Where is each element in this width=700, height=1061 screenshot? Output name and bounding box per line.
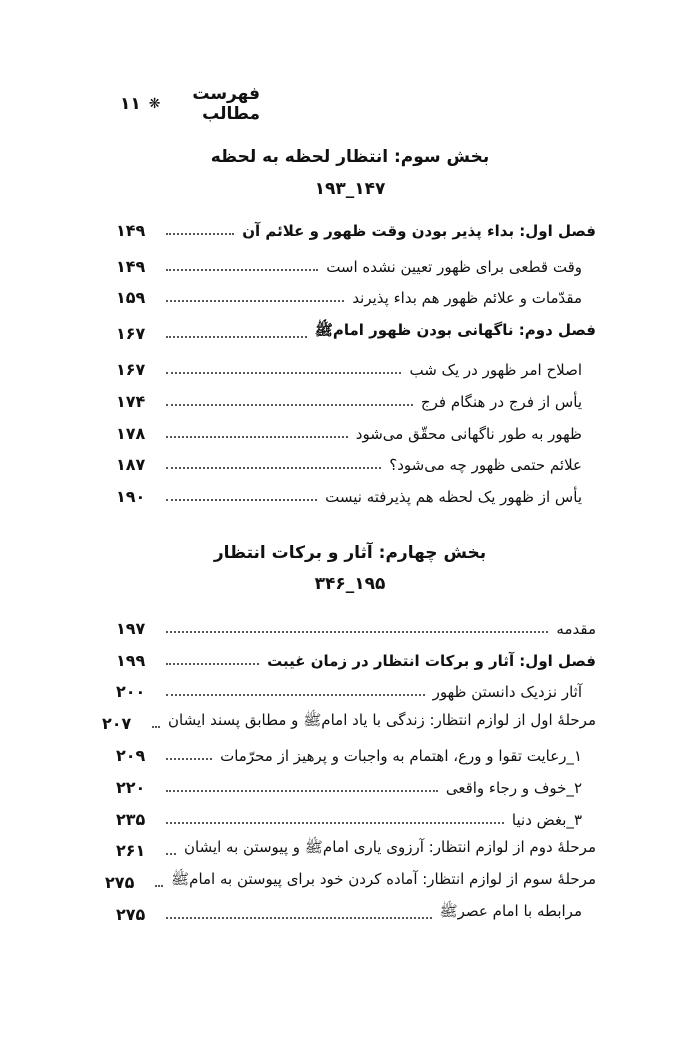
toc-entry-title: ظهور به طور ناگهانی محقّق می‌شود [355, 424, 582, 443]
toc-entry-title: ۳_بغض دنیا [511, 810, 582, 829]
toc-entry[interactable] [116, 244, 596, 276]
toc-entry-title: مقدّمات و علائم ظهور هم بداء پذیرند [352, 289, 582, 308]
toc-entry-page: ۲۳۵ [116, 809, 146, 829]
leader-dots [166, 269, 318, 271]
toc-entry-title: مرابطه با امام عصرﷺ [439, 901, 582, 920]
toc-entry-page: ۲۷۵ [105, 873, 135, 893]
toc-entry-title: یأس از فرج در هنگام فرج [420, 392, 582, 411]
header-page-number: ۱۱ [120, 94, 141, 114]
leader-dots [166, 372, 401, 374]
toc-entry-page: ۱۷۴ [116, 391, 146, 411]
toc-entry-page: ۱۴۹ [116, 220, 146, 240]
leader-dots [166, 404, 413, 406]
toc-entry-page: ۱۴۹ [116, 256, 146, 276]
toc-entry-page: ۲۰۰ [116, 682, 146, 702]
toc-entry-title: فصل دوم: ناگهانی بودن ظهور امامﷺ [314, 321, 596, 340]
toc-entry-page: ۲۷۵ [116, 904, 146, 924]
toc-entry-chapter[interactable] [116, 638, 596, 670]
toc-entry[interactable] [116, 606, 596, 638]
leader-dots [166, 694, 425, 696]
header-title: فهرست مطالب [192, 84, 260, 124]
leader-dots [155, 885, 163, 887]
separator-ornament-icon: ❋ [148, 96, 161, 112]
toc-entry[interactable] [116, 379, 596, 411]
leader-dots [166, 233, 234, 235]
leader-dots [166, 436, 348, 438]
toc-entry-chapter[interactable] [116, 208, 596, 240]
toc-entry-page: ۱۸۷ [116, 455, 146, 475]
leader-dots [166, 790, 438, 792]
toc-list [102, 606, 596, 924]
toc-entry-chapter[interactable] [116, 311, 596, 343]
toc-entry-title: ۲_خوف و رجاء واقعی [445, 778, 582, 797]
toc-entry-page: ۱۹۰ [116, 487, 146, 507]
toc-list [116, 208, 596, 506]
toc-entry-title: مرحلۀ سوم از لوازم انتظار: آماده کردن خود برای پیوستن به امامﷺ [171, 870, 596, 889]
toc-entry[interactable] [116, 765, 596, 797]
leader-dots [166, 631, 548, 633]
toc-entry-title: مرحلۀ دوم از لوازم انتظار: آرزوی یاری امامﷺ و پیوستن به ایشان [183, 838, 596, 857]
toc-entry-title: فصل اول: بداء پذیر بودن وقت ظهور و علائم آن [242, 221, 596, 240]
toc-entry-title: ۱_رعایت تقوا و ورع، اهتمام به واجبات و پرهیز از محرّمات [220, 746, 582, 765]
leader-dots [166, 853, 176, 855]
section-title: بخش چهارم: آثار و برکات انتظار [213, 543, 487, 563]
running-header [120, 86, 260, 122]
section-page-range: ۱۹۳_۱۴۷ [314, 179, 386, 199]
leader-dots [152, 726, 160, 728]
toc-entry-page: ۱۹۷ [116, 618, 146, 638]
toc-entry[interactable] [116, 733, 596, 765]
toc-entry-page: ۲۶۱ [116, 841, 146, 861]
toc-entry-title: مرحلۀ اول از لوازم انتظار: زندگی با یاد امامﷺ و مطابق پسند ایشان [168, 711, 596, 730]
leader-dots [166, 300, 344, 302]
toc-entry-title: مقدمه [556, 619, 596, 638]
toc-entry-title: آثار نزدیک دانستن ظهور [432, 683, 582, 702]
toc-entry-title: فصل اول: آثار و برکات انتظار در زمان غیبت [267, 651, 596, 670]
toc-entry-title: اصلاح امر ظهور در یک شب [409, 360, 582, 379]
toc-entry[interactable] [116, 474, 596, 506]
toc-entry[interactable] [116, 443, 596, 475]
leader-dots [166, 917, 432, 919]
toc-entry-page: ۱۵۹ [116, 288, 146, 308]
toc-entry-title: یأس از ظهور یک لحظه هم پذیرفته نیست [325, 488, 582, 507]
toc-entry-page: ۱۷۸ [116, 423, 146, 443]
toc-entry[interactable] [116, 347, 596, 379]
leader-dots [166, 758, 212, 760]
toc-entry[interactable] [116, 276, 596, 308]
toc-entry-page: ۱۶۷ [116, 359, 146, 379]
leader-dots [166, 336, 307, 338]
section-page-range: ۳۴۶_۱۹۵ [314, 574, 386, 594]
section-title: بخش سوم: انتظار لحظه به لحظه [210, 147, 490, 167]
leader-dots [166, 822, 504, 824]
toc-entry-page: ۱۹۹ [116, 650, 146, 670]
toc-entry-title: وقت قطعی برای ظهور تعیین نشده است [326, 257, 582, 276]
toc-entry[interactable] [116, 411, 596, 443]
toc-entry[interactable] [116, 670, 596, 702]
toc-entry-page: ۱۶۷ [116, 324, 146, 344]
leader-dots [166, 499, 317, 501]
toc-entry[interactable] [116, 892, 596, 924]
toc-entry[interactable] [105, 860, 596, 893]
toc-entry[interactable] [116, 829, 596, 861]
leader-dots [166, 467, 381, 469]
toc-entry[interactable] [102, 701, 596, 734]
toc-entry[interactable] [116, 797, 596, 829]
leader-dots [166, 663, 259, 665]
toc-entry-page: ۲۰۷ [102, 714, 132, 734]
toc-entry-page: ۲۰۹ [116, 745, 146, 765]
toc-entry-page: ۲۲۰ [116, 777, 146, 797]
toc-entry-title: علائم حتمی ظهور چه می‌شود؟ [389, 456, 582, 475]
